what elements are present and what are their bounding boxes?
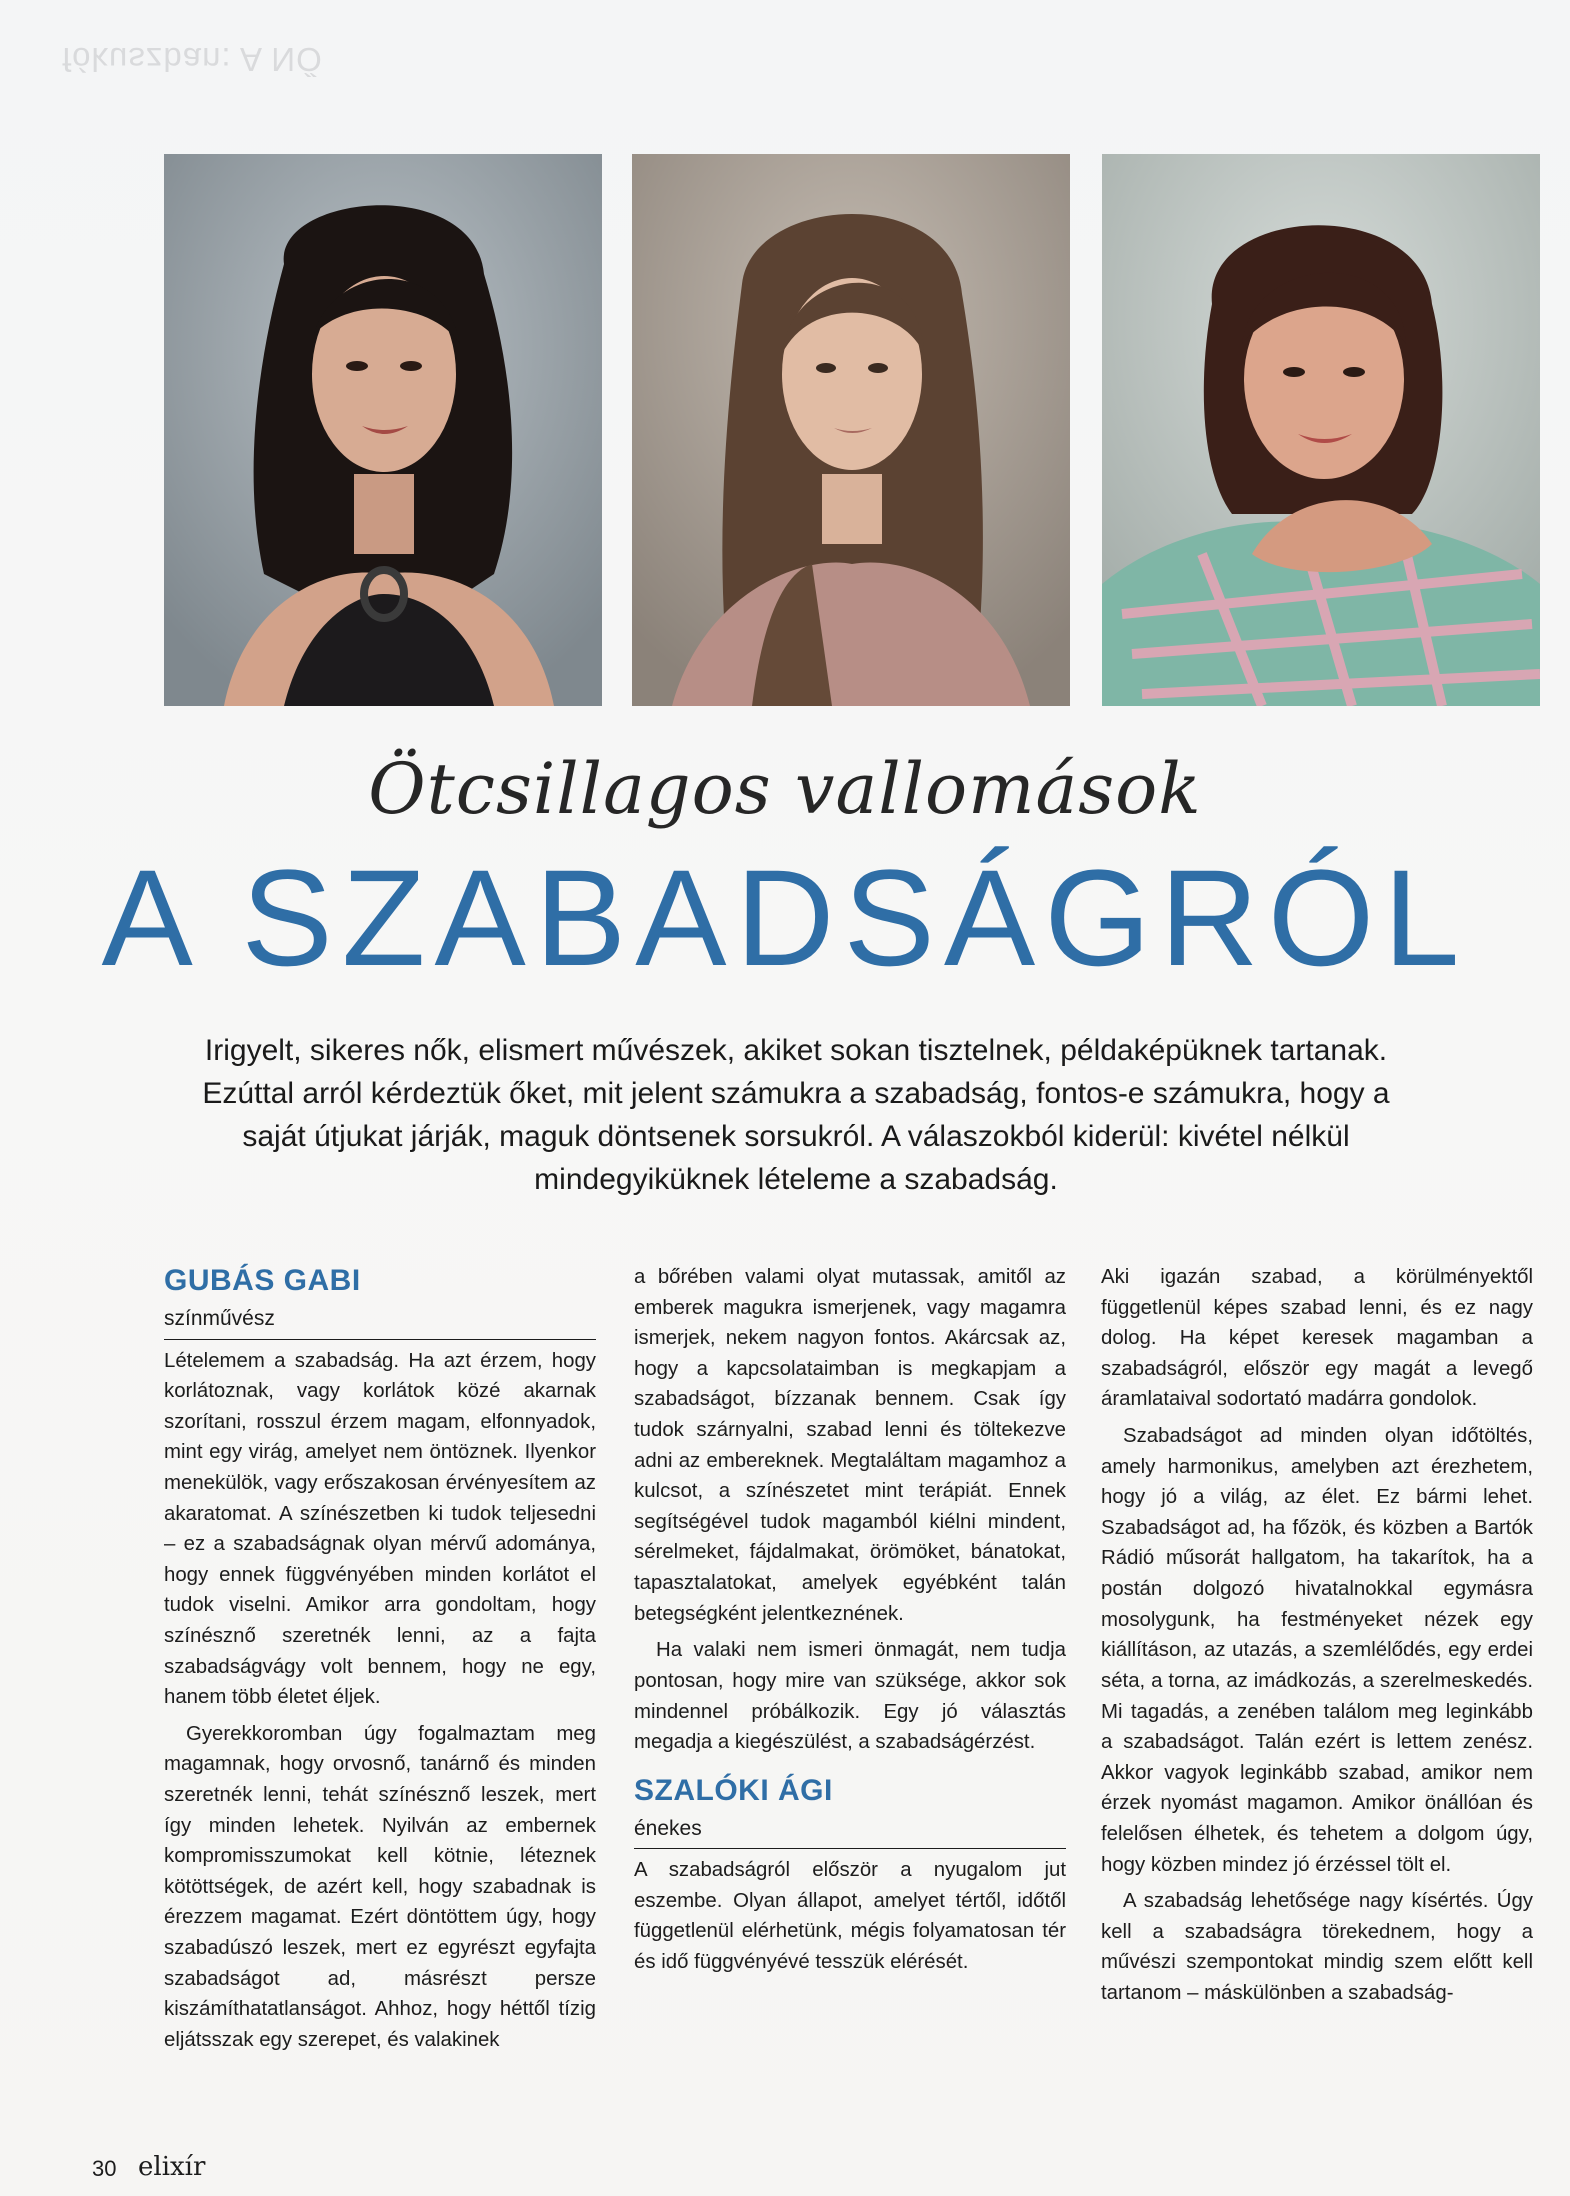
body-paragraph: A szabadságról először a nyugalom jut eszembe. Olyan állapot, amelyet tértől, időtől függetlenül elérhetünk, mégis folyamatosan tér és idő függvényévé tesszük elérését. bbox=[634, 1859, 1066, 1974]
running-head-mirrored: fókuszban: A NŐ bbox=[62, 41, 323, 78]
portrait-illustration-3 bbox=[1102, 154, 1540, 706]
portrait-photo-3 bbox=[1102, 154, 1540, 706]
body-paragraph: Lételemem a szabadság. Ha azt érzem, hogy korlátoznak, vagy korlátok közé akarnak szorítani, rosszul érzem magam, elfonnyadok, mint egy virág, amelyet nem öntöznek. Ilyenkor menekülök, vagy erőszakosan érvényesítem az akaratomat. A színészetben ki tudok teljesedni – ez a szabadságnak olyan mérvű adománya, hogy ennek függvényében minden korlátot el tudok viselni. Amikor arra gondoltam, hogy színésznő szeretnék lenni, az a fajta szabadságvágy volt bennem, hogy ne egy, hanem több életet éljek. bbox=[164, 1349, 596, 1709]
body-paragraph: Szabadságot ad minden olyan időtöltés, amely harmonikus, amelyben azt érezhetem, hogy jó a világ, az élet. Ez bármi lehet. Szabadságot ad, ha főzök, és közben a Bartók Rádió műsorát hallgatom, ha takarítok, ha a postán dolgozó hivatalnokkal egymásra mosolygunk, ha festményeket nézek egy kiállításon, az utazás, a szemlélődés, egy erdei séta, a torna, az imádkozás, a szerelmeskedés. Mi tagadás, a zenében találom meg leginkább a szabadságot. Talán ezért is lettem zenész. Akkor vagyok leginkább szabad, amikor nem érzek nyomást magamon. Amikor önállóan és felelősen élhetek, és tehetem a dolgom úgy, hogy közben mindez jó érzéssel tölt el. bbox=[1101, 1425, 1533, 1876]
portrait-photo-2 bbox=[632, 154, 1070, 706]
interviewee-role: énekes bbox=[634, 1813, 1066, 1850]
body-paragraph: A szabadság lehetősége nagy kísértés. Úgy kell a szabadságra törekednem, hogy a művészi szempontokat mindig szem előtt kell tartanom – máskülönben a szabadság- bbox=[1101, 1890, 1533, 2005]
body-paragraph: Ha valaki nem ismeri önmagát, nem tudja pontosan, hogy mire van szüksége, akkor sok mindennel próbálkozik. Egy jó választás megadja a kiegészülést, a szabadságérzést. bbox=[634, 1639, 1066, 1754]
article-column-2 bbox=[634, 1262, 1066, 1984]
headline-main: A SZABADSÁGRÓL bbox=[101, 842, 1469, 995]
body-paragraph: a bőrében valami olyat mutassak, amitől az emberek magukra ismerjenek, vagy magamra ismerjek, nekem nagyon fontos. Akárcsak az, hogy a kapcsolataimban is megkapjam a szabadságot, bízzanak bennem. Csak így tudok szárnyalni, szabad lenni és töltekezve adni az embereknek. Megtaláltam magamhoz a kulcsot, a színészetet mint terápiát. Ennek segítségével tudok magamból kiélni mindent, sérelmeket, fájdalmakat, örömöket, bánatokat, tapasztalatokat, amelyek egyébként talán betegségként jelentkeznének. bbox=[634, 1266, 1066, 1625]
body-paragraph: Aki igazán szabad, a körülményektől függetlenül képes szabad lenni, és ez nagy dolog. Ha képet keresek magamban a szabadságról, először egy magát a levegő áramlataival sodortató madárra gondolok. bbox=[1101, 1266, 1533, 1411]
portrait-illustration-2 bbox=[632, 154, 1070, 706]
page-number: 30 bbox=[92, 2156, 117, 2181]
article-column-1 bbox=[164, 1262, 596, 2062]
headline-script: Ötcsillagos vallomások bbox=[368, 748, 1202, 830]
portrait-photo-1 bbox=[164, 154, 602, 706]
interviewee-name: GUBÁS GABI bbox=[164, 1264, 361, 1297]
portrait-illustration-1 bbox=[164, 154, 602, 706]
body-paragraph: Gyerekkoromban úgy fogalmaztam meg magamnak, hogy orvosnő, tanárnő és minden szeretnék lenni, tehát színésznő leszek, mert így minden lehetek. Nyilván az embernek kompromisszumokat kell kötnie, léteznek kötöttségek, de azért kell, hogy szabadnak is érezzem magamat. Ezért döntöttem úgy, hogy szabadúszó leszek, mert ez egyrészt egyfajta szabadságot ad, másrészt persze kiszámíthatatlanságot. Ahhoz, hogy héttől tízig eljátsszak egy szerepet, és valakinek bbox=[164, 1722, 596, 2051]
lead-paragraph: Irigyelt, sikeres nők, elismert művészek, akiket sokan tisztelnek, példaképüknek tartanak. Ezúttal arról kérdeztük őket, mit jelent számukra a szabadság, fontos-e számukra, hogy a saját útjukat járják, maguk döntsenek sorsukról. A válaszokból kiderül: kivétel nélkül mindegyiküknek lételeme a szabadság. bbox=[202, 1034, 1390, 1196]
interviewee-role: színművész bbox=[164, 1303, 596, 1340]
interviewee-name: SZALÓKI ÁGI bbox=[634, 1773, 833, 1807]
article-column-3 bbox=[1101, 1262, 1533, 2015]
magazine-brand: elixír bbox=[138, 2152, 206, 2182]
